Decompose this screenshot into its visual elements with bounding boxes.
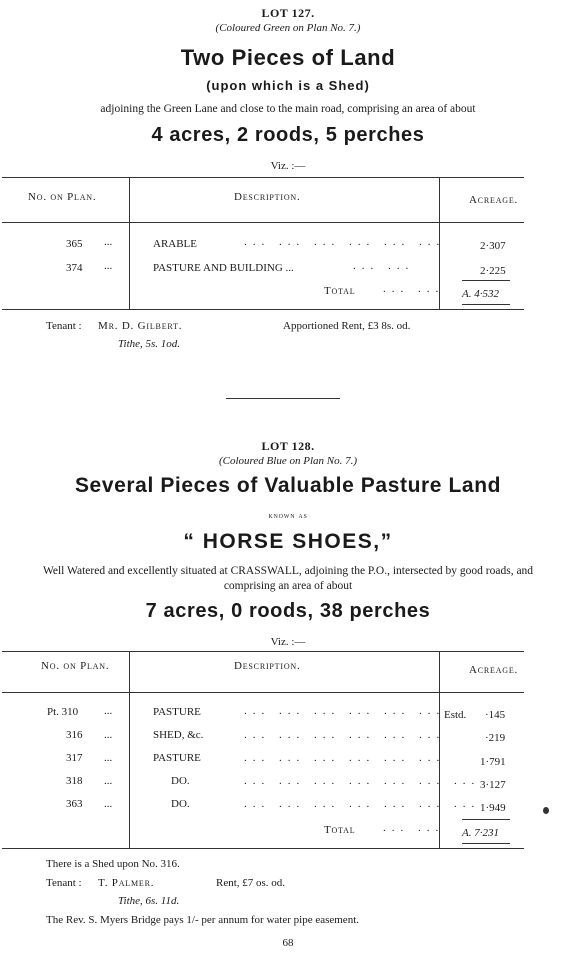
lot-128-label: LOT 128. [261,439,315,453]
lot-128-description-line-1: Well Watered and excellently situated at CRASSWALL, adjoining the P.O., intersected by good roads, and [42,565,534,577]
total-dots: ... ... [383,822,445,834]
lot-128-header-acreage: Acreage. [469,664,519,676]
lot-127-tenant-name: Mr. D. Gilbert. [98,320,183,332]
lot-127-description: adjoining the Green Lane and close to the main road, comprising an area of about [100,103,476,115]
lot-128-area: 7 acres, 0 roods, 38 perches [145,600,431,622]
lot-128-header-description: Description. [234,660,301,672]
row-acreage: 1·949 [480,802,506,814]
lot-128-viz: Viz. :— [270,636,306,648]
row-description: PASTURE [153,752,201,764]
row-description-dots: ... ... ... ... ... ... [244,705,446,717]
lot-128-coloured-note: (Coloured Blue on Plan No. 7.) [219,455,357,467]
plan-number: 363 [66,798,83,810]
row-description-dots: ... ... [353,260,415,272]
row-description-dots: ... ... ... ... ... ... [244,236,446,248]
plan-number: 374 [66,262,83,274]
total-acreage: A. 7·231 [462,827,499,839]
plan-dots: ... [104,705,113,717]
total-acreage: A. 4·532 [462,288,499,300]
section-divider [226,398,340,399]
row-description: SHED, &c. [153,729,204,741]
total-label: Total [324,285,356,297]
plan-dots: ... [104,752,113,764]
lot-128-tenant-label: Tenant : [46,877,82,889]
row-acreage: ·145 [485,709,506,721]
plan-number: 317 [66,752,83,764]
lot-127-title: Two Pieces of Land [180,45,396,70]
lot-127-header-plan: No. on Plan. [28,191,97,203]
total-label: Total [324,824,356,836]
lot-127-viz: Viz. :— [270,160,306,172]
lot-128-title: Several Pieces of Valuable Pasture Land [74,474,502,497]
lot-128-tenant-name: T. Palmer. [98,877,155,889]
row-description: DO. [171,798,190,810]
lot-127-header-description: Description. [234,191,301,203]
page-number: 68 [282,937,294,949]
plan-number: Pt. 310 [47,706,79,718]
lot-127-rent: Apportioned Rent, £3 8s. od. [283,320,411,332]
plan-number: 318 [66,775,83,787]
lot-128-tithe: Tithe, 6s. 11d. [118,895,180,907]
row-acreage: 2·307 [480,240,506,252]
row-description-dots: ... ... ... ... ... ... [244,729,446,741]
row-acreage: 2·225 [480,265,506,277]
row-acreage: ·219 [485,732,506,744]
row-description: ARABLE [153,238,197,250]
row-description-dots: ... ... ... ... ... ... ... [244,798,481,810]
lot-128-rent: Rent, £7 os. od. [216,877,286,889]
plan-dots: ... [104,798,113,810]
row-estimated-prefix: Estd. [444,709,467,721]
lot-127-header-acreage: Acreage. [469,194,519,206]
row-description-dots: ... ... ... ... ... ... [244,752,446,764]
total-dots: ... ... [383,283,445,295]
lot-128-header-plan: No. on Plan. [41,660,110,672]
row-description: PASTURE AND BUILDING ... [153,262,294,274]
row-acreage: 3·127 [480,779,506,791]
plan-dots: ... [104,236,113,248]
row-description-dots: ... ... ... ... ... ... ... [244,775,481,787]
lot-127-tenant-label: Tenant : [46,320,82,332]
lot-128-known-as: known as [268,510,308,520]
plan-dots: ... [104,729,113,741]
plan-dots: ... [104,260,113,272]
plan-number: 365 [66,238,83,250]
lot-128-shed-note: There is a Shed upon No. 316. [46,858,180,870]
row-acreage: 1·791 [480,756,506,768]
lot-128-description-line-2: comprising an area of about [223,580,353,592]
lot-128-easement-note: The Rev. S. Myers Bridge pays 1/- per annum for water pipe easement. [46,914,360,926]
lot-127-tithe: Tithe, 5s. 1od. [118,338,181,350]
lot-127-area: 4 acres, 2 roods, 5 perches [151,124,425,146]
plan-number: 316 [66,729,83,741]
row-description: DO. [171,775,190,787]
plan-dots: ... [104,775,113,787]
ink-spot [543,807,549,814]
lot-127-label: LOT 127. [261,6,315,20]
lot-127-subtitle: (upon which is a Shed) [206,78,370,93]
lot-128-name: “ HORSE SHOES,” [183,530,393,553]
lot-127-coloured-note: (Coloured Green on Plan No. 7.) [215,22,361,34]
row-description: PASTURE [153,706,201,718]
